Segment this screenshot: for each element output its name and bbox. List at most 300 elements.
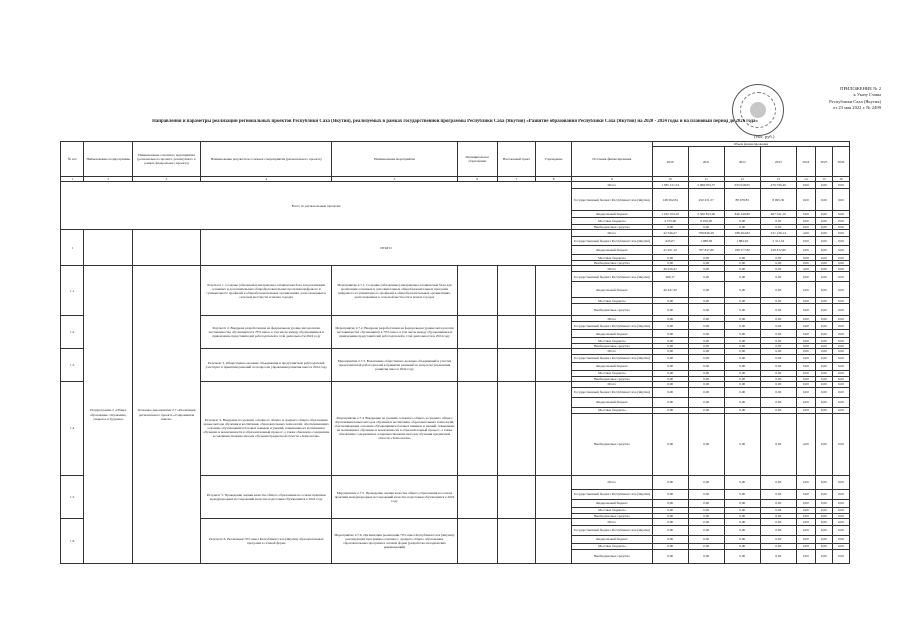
amount-cell: 0,00 <box>815 316 832 322</box>
amount-cell: 0,00 <box>688 354 724 362</box>
amount-cell: 0,00 <box>760 272 796 282</box>
source-label: Внебюджетные средства <box>572 261 653 266</box>
amount-cell: 2 311,34 <box>760 237 796 246</box>
amount-cell: 0,00 <box>724 535 760 543</box>
amount-cell: 0,00 <box>832 282 849 298</box>
source-label: Местные бюджеты <box>572 543 653 549</box>
appendix-line-1: ПРИЛОЖЕНИЕ № 2 <box>840 86 881 91</box>
amount-cell: 0,00 <box>724 261 760 266</box>
amount-cell: 0,00 <box>832 387 849 397</box>
amount-cell: 0,00 <box>796 330 815 338</box>
amount-cell: 0,00 <box>832 549 849 563</box>
source-label: Государственный бюджет Республики Саха (Якутия) <box>572 237 653 246</box>
header-volume: Объем финансирования <box>652 142 849 147</box>
measure-name: Мероприятие 2.7.5. Проведение оценки качества общего образования на основе практики международных исследований качества подготовки обучающихся к 2024 году <box>332 475 457 518</box>
institution-cell <box>536 381 572 475</box>
amount-cell: 0,00 <box>815 354 832 362</box>
municipality-cell <box>457 381 497 475</box>
source-label: Итого <box>572 381 653 387</box>
amount-cell: 0,00 <box>815 489 832 499</box>
column-number: 14 <box>796 177 815 182</box>
header-year: 2026 <box>832 147 849 177</box>
appendix-line-3: Республики Саха (Якутия) <box>829 98 881 104</box>
amount-cell: 0,00 <box>652 535 688 543</box>
amount-cell: 188 464,82 <box>724 230 760 237</box>
amount-cell: 798 846,29 <box>688 230 724 237</box>
header-source: Источник финансирования <box>572 142 653 177</box>
amount-cell: 0,00 <box>724 513 760 518</box>
amount-cell: 0,00 <box>832 225 849 230</box>
amount-cell: 0,00 <box>815 387 832 397</box>
row-number: 1.3 <box>61 349 84 381</box>
amount-cell: 0,00 <box>688 261 724 266</box>
amount-cell: 0,00 <box>796 237 815 246</box>
amount-cell: 0,00 <box>815 370 832 376</box>
amount-cell: 0,00 <box>688 535 724 543</box>
amount-cell: 0,00 <box>760 543 796 549</box>
amount-cell: 0,00 <box>688 316 724 322</box>
measure-name: Мероприятие 2.7.4. Внедрение на уровнях основного общего и среднего общего образования новых методов обучения и воспитания, образовательных технологий, обеспечивающих освоение обучающимися базовых навыков и умений, повышение их мотивации к обучению и вовлеченности в образовательный процесс, а также обновление содержания и совершенствование методов обучения предметной области «Технология» <box>332 381 457 475</box>
amount-cell: 0,00 <box>652 387 688 397</box>
header-n: № п/п <box>61 142 84 177</box>
amount-cell: 0,00 <box>832 246 849 255</box>
amount-cell: 0,00 <box>832 211 849 218</box>
amount-cell: 0,00 <box>688 298 724 304</box>
empty-cell <box>133 230 201 266</box>
column-number: 9 <box>572 177 653 182</box>
amount-cell: 0,00 <box>796 298 815 304</box>
amount-cell: 0,00 <box>832 322 849 330</box>
row-number: 1.2 <box>61 316 84 349</box>
source-label: Местные бюджеты <box>572 298 653 304</box>
source-label: Государственный бюджет Республики Саха (Якутия) <box>572 272 653 282</box>
amount-cell: 0,00 <box>832 376 849 381</box>
amount-cell: 0,00 <box>724 397 760 407</box>
amount-cell: 0,00 <box>724 370 760 376</box>
amount-cell: 0,00 <box>832 316 849 322</box>
amount-cell: 0,00 <box>832 266 849 272</box>
amount-cell: 0,00 <box>815 499 832 507</box>
amount-cell: 0,00 <box>796 225 815 230</box>
header-year: 2022 <box>724 147 760 177</box>
amount-cell: 0,00 <box>652 499 688 507</box>
amount-cell: 0,00 <box>796 513 815 518</box>
amount-cell: 0,00 <box>724 282 760 298</box>
amount-cell: 46 447,30 <box>652 282 688 298</box>
header-year: 2023 <box>760 147 796 177</box>
header-municipality: Муниципальное образование <box>457 142 497 177</box>
amount-cell: 450 431,57 <box>688 189 724 211</box>
source-label: Внебюджетные средства <box>572 225 653 230</box>
amount-cell: 0,00 <box>652 549 688 563</box>
amount-cell: 0,00 <box>760 513 796 518</box>
measure-name: Мероприятие 2.7.3. Вовлечение общественно-деловых объединений и участие представителей работодателей в принятии решений по вопросам управления развития школ к 2024 году <box>332 349 457 381</box>
amount-cell: 0,00 <box>688 513 724 518</box>
appendix-stamp <box>781 86 881 112</box>
source-label: Местные бюджеты <box>572 370 653 376</box>
amount-cell: 0,00 <box>832 189 849 211</box>
amount-cell: 0,00 <box>796 362 815 370</box>
amount-cell: 0,00 <box>815 507 832 513</box>
amount-cell: 0,00 <box>832 182 849 189</box>
settlement-cell <box>497 381 535 475</box>
amount-cell: 1 585 121,54 <box>652 182 688 189</box>
amount-cell: 0,00 <box>652 298 688 304</box>
amount-cell: 0,00 <box>832 237 849 246</box>
column-number: 1 <box>61 177 84 182</box>
amount-cell: 0,00 <box>832 330 849 338</box>
amount-cell: 0,00 <box>760 338 796 344</box>
result-name: Результат 6. Реализация 70% школ Республики Саха (Якутия) образовательных программ в сетевой форме <box>200 518 331 563</box>
amount-cell: 467 541,10 <box>760 211 796 218</box>
amount-cell: 1 432 104,10 <box>652 211 688 218</box>
amount-cell: 0,00 <box>796 525 815 535</box>
source-label: Итого <box>572 230 653 237</box>
amount-cell: 0,00 <box>832 362 849 370</box>
subprogram-name: Подпрограмма 2 «Общее образование. Отражение, открытое в будущее» <box>84 266 133 563</box>
amount-cell: 42 546,27 <box>652 230 688 237</box>
amount-cell: 0,00 <box>815 518 832 525</box>
column-number: 3 <box>133 177 201 182</box>
column-number: 10 <box>652 177 688 182</box>
source-label: Итого <box>572 349 653 354</box>
amount-cell: 0,00 <box>760 282 796 298</box>
amount-cell: 0,00 <box>796 499 815 507</box>
result-name: Результат 1. Созданы (обновлены) материально-техническая база для реализации основных и дополнительных общеобразовательных программ цифрового и гуманитарного профилей в общеобразовательных организациях, расположенных в сельской местности и малых городах <box>200 266 331 316</box>
amount-cell: 0,00 <box>652 255 688 261</box>
source-label: Федеральный бюджет <box>572 246 653 255</box>
source-label: Внебюджетные средства <box>572 344 653 349</box>
municipality-cell <box>457 316 497 349</box>
amount-cell: 0,00 <box>724 225 760 230</box>
amount-cell: 0,00 <box>652 507 688 513</box>
amount-cell: 0,00 <box>832 261 849 266</box>
amount-cell: 0,00 <box>760 499 796 507</box>
amount-cell: 0,00 <box>815 237 832 246</box>
amount-cell: 0,00 <box>688 475 724 489</box>
settlement-cell <box>497 475 535 518</box>
amount-cell: 0,00 <box>760 381 796 387</box>
source-label: Итого <box>572 475 653 489</box>
amount-cell: 0,00 <box>724 499 760 507</box>
amount-cell: 0,00 <box>724 549 760 563</box>
amount-cell: 0,00 <box>796 211 815 218</box>
amount-cell: 0,00 <box>796 518 815 525</box>
header-subprogram: Наименование подпрограммы <box>84 142 133 177</box>
amount-cell: 0,00 <box>796 182 815 189</box>
column-number: 15 <box>815 177 832 182</box>
source-label: Местные бюджеты <box>572 218 653 225</box>
amount-cell: 0,00 <box>760 354 796 362</box>
amount-cell: 4 375,00 <box>652 218 688 225</box>
amount-cell: 469,17 <box>652 272 688 282</box>
amount-cell: 0,00 <box>796 543 815 549</box>
amount-cell: 4,00 <box>796 230 815 237</box>
amount-cell: 46 916,47 <box>652 266 688 272</box>
column-number: 5 <box>332 177 457 182</box>
amount-cell: 0,00 <box>832 354 849 362</box>
amount-cell: 0,00 <box>652 518 688 525</box>
amount-cell: 0,00 <box>760 413 796 475</box>
amount-cell: 0,00 <box>815 255 832 261</box>
amount-cell: 0,00 <box>832 525 849 535</box>
amount-cell: 0,00 <box>724 543 760 549</box>
amount-cell: 0,00 <box>688 349 724 354</box>
amount-cell: 0,00 <box>724 489 760 499</box>
amount-cell: 0,00 <box>688 387 724 397</box>
amount-cell: 0,00 <box>815 322 832 330</box>
amount-cell: 0,00 <box>760 407 796 413</box>
amount-cell: 0,00 <box>688 362 724 370</box>
amount-cell: 0,00 <box>652 261 688 266</box>
source-label: Федеральный бюджет <box>572 282 653 298</box>
amount-cell: 0,00 <box>796 397 815 407</box>
amount-cell: 0,00 <box>796 322 815 330</box>
amount-cell: 0,00 <box>832 255 849 261</box>
amount-cell: 0,00 <box>688 266 724 272</box>
column-number: 12 <box>724 177 760 182</box>
amount-cell: 2 968 953,37 <box>688 182 724 189</box>
institution-cell <box>536 475 572 518</box>
amount-cell: 0,00 <box>652 344 688 349</box>
amount-cell: 0,00 <box>652 349 688 354</box>
amount-cell: 4,00 <box>796 413 815 475</box>
source-label: Федеральный бюджет <box>572 211 653 218</box>
settlement-cell <box>497 316 535 349</box>
amount-cell: 0,00 <box>796 261 815 266</box>
column-number: 4 <box>200 177 331 182</box>
amount-cell: 0,00 <box>724 218 760 225</box>
amount-cell: 0,00 <box>724 316 760 322</box>
financing-table <box>60 141 850 564</box>
amount-cell: 0,00 <box>652 304 688 316</box>
amount-cell: 0,00 <box>652 338 688 344</box>
total-label: ИТОГО <box>200 230 571 266</box>
amount-cell: 0,00 <box>815 218 832 225</box>
measure-name: Мероприятие 2.7.2. Внедрена разработанная на федеральном уровне методология наставничества обучающихся в 70% школ, в том числе между обучающимися и привлечение представителей работодателей к этой деятельности в 2024 году <box>332 316 457 349</box>
amount-cell: 0,00 <box>796 376 815 381</box>
institution-cell <box>536 266 572 316</box>
source-label: Итого <box>572 182 653 189</box>
source-label: Местные бюджеты <box>572 407 653 413</box>
amount-cell: 0,00 <box>760 549 796 563</box>
amount-cell: 797 847,60 <box>688 246 724 255</box>
amount-cell: 0,00 <box>815 344 832 349</box>
amount-cell: 0,00 <box>815 413 832 475</box>
institution-cell <box>536 349 572 381</box>
column-number: 13 <box>760 177 796 182</box>
amount-cell: 0,00 <box>815 182 832 189</box>
amount-cell: 0,00 <box>688 413 724 475</box>
column-number: 16 <box>832 177 849 182</box>
amount-cell: 0,00 <box>815 304 832 316</box>
institution-cell <box>536 518 572 563</box>
amount-cell: 0,00 <box>832 381 849 387</box>
source-label: Внебюджетные средства <box>572 304 653 316</box>
amount-cell: 0,00 <box>832 507 849 513</box>
amount-cell: 0,00 <box>688 518 724 525</box>
amount-cell: 0,00 <box>832 397 849 407</box>
amount-cell: 0,00 <box>832 499 849 507</box>
amount-cell: 0,00 <box>724 518 760 525</box>
header-settlement: Населенный пункт <box>497 142 535 177</box>
amount-cell: 0,00 <box>760 266 796 272</box>
units-label: (тыс. руб.) <box>754 134 775 139</box>
measure-name: Мероприятие 2.7.6. Организация реализации 70% школ Республики Саха (Якутия), реализующих программы основного, среднего общего образования, образовательных программ в сетевой форме (разработка методических рекомендаций) <box>332 518 457 563</box>
amount-cell: 0,00 <box>796 507 815 513</box>
header-year: 2020 <box>652 147 688 177</box>
amount-cell: 0,00 <box>832 489 849 499</box>
amount-cell: 0,00 <box>724 322 760 330</box>
amount-cell: 0,00 <box>832 298 849 304</box>
amount-cell: 0,00 <box>760 255 796 261</box>
amount-cell: 0,00 <box>688 543 724 549</box>
header-measure: Наименование мероприятия <box>332 142 457 177</box>
amount-cell: 0,00 <box>760 298 796 304</box>
amount-cell: 0,00 <box>815 381 832 387</box>
header-institution: Учреждение <box>536 142 572 177</box>
amount-cell: 228 812,90 <box>760 246 796 255</box>
amount-cell: 0,00 <box>796 349 815 354</box>
amount-cell: 8 456,00 <box>688 218 724 225</box>
amount-cell: 8 995,30 <box>760 189 796 211</box>
amount-cell: 0,00 <box>760 330 796 338</box>
amount-cell: 0,00 <box>815 549 832 563</box>
amount-cell: 0,00 <box>724 338 760 344</box>
amount-cell: 0,00 <box>832 344 849 349</box>
amount-cell: 0,00 <box>832 535 849 543</box>
amount-cell: 0,00 <box>815 298 832 304</box>
settlement-cell <box>497 349 535 381</box>
amount-cell: 0,00 <box>796 189 815 211</box>
amount-cell: 0,00 <box>760 225 796 230</box>
amount-cell: 0,00 <box>760 475 796 489</box>
amount-cell: 1 884,92 <box>724 237 760 246</box>
amount-cell: 0,00 <box>796 304 815 316</box>
amount-cell: 0,00 <box>760 304 796 316</box>
source-label: Государственный бюджет Республики Саха (Якутия) <box>572 189 653 211</box>
amount-cell: 0,00 <box>652 475 688 489</box>
amount-cell: 0,00 <box>796 282 815 298</box>
amount-cell: 0,00 <box>688 255 724 261</box>
amount-cell: 0,00 <box>652 354 688 362</box>
amount-cell: 0,00 <box>796 370 815 376</box>
amount-cell: 0,00 <box>688 272 724 282</box>
amount-cell: 0,00 <box>832 518 849 525</box>
source-label: Местные бюджеты <box>572 338 653 344</box>
source-label: Местные бюджеты <box>572 507 653 513</box>
amount-cell: 0,00 <box>815 338 832 344</box>
source-label: Федеральный бюджет <box>572 397 653 407</box>
source-label: Внебюджетные средства <box>572 549 653 563</box>
amount-cell: 0,00 <box>815 376 832 381</box>
amount-cell: 0,00 <box>796 407 815 413</box>
source-label: Местные бюджеты <box>572 255 653 261</box>
amount-cell: 0,00 <box>652 489 688 499</box>
amount-cell: 0,00 <box>832 370 849 376</box>
amount-cell: 0,00 <box>688 397 724 407</box>
amount-cell: 0,00 <box>724 298 760 304</box>
amount-cell: 0,00 <box>796 354 815 362</box>
amount-cell: 0,00 <box>724 381 760 387</box>
amount-cell: 0,00 <box>724 255 760 261</box>
amount-cell: 0,00 <box>724 525 760 535</box>
source-label: Итого <box>572 266 653 272</box>
amount-cell: 0,00 <box>688 344 724 349</box>
header-year: 2025 <box>815 147 832 177</box>
amount-cell: 0,00 <box>815 272 832 282</box>
amount-cell: 0,00 <box>832 413 849 475</box>
amount-cell: 846 349,80 <box>724 211 760 218</box>
source-label: Государственный бюджет Республики Саха (Якутия) <box>572 354 653 362</box>
amount-cell: 0,00 <box>652 381 688 387</box>
municipality-cell <box>457 475 497 518</box>
appendix-line-4: от 23 мая 2022 г. № 2499 <box>832 105 881 111</box>
amount-cell: 0,00 <box>796 272 815 282</box>
municipality-cell <box>457 518 497 563</box>
source-label: Государственный бюджет Республики Саха (Якутия) <box>572 525 653 535</box>
amount-cell: 625,07 <box>652 237 688 246</box>
amount-cell: 0,00 <box>724 362 760 370</box>
row-number: 1.1 <box>61 266 84 316</box>
amount-cell: 0,00 <box>832 304 849 316</box>
amount-cell: 0,00 <box>815 266 832 272</box>
amount-cell: 0,00 <box>760 525 796 535</box>
source-label: Внебюджетные средства <box>572 376 653 381</box>
amount-cell: 0,00 <box>815 513 832 518</box>
amount-cell: 0,00 <box>760 218 796 225</box>
amount-cell: 0,00 <box>688 381 724 387</box>
source-label: Федеральный бюджет <box>572 499 653 507</box>
amount-cell: 1 988,06 <box>688 237 724 246</box>
amount-cell: 0,00 <box>652 513 688 518</box>
amount-cell: 0,00 <box>832 543 849 549</box>
amount-cell: 0,00 <box>688 338 724 344</box>
amount-cell: 0,00 <box>815 282 832 298</box>
amount-cell: 0,00 <box>688 370 724 376</box>
amount-cell: 0,00 <box>796 316 815 322</box>
amount-cell: 0,00 <box>815 211 832 218</box>
row-number: 1.4 <box>61 381 84 475</box>
measure-name: Мероприятие 2.7.1. Создание (обновление) материально-технической базы для реализации основных и дополнительных общеобразовательных программ цифрового и гуманитарного профилей в общеобразовательных организациях, расположенных в сельской местности и малых городах <box>332 266 457 316</box>
amount-cell: 0,00 <box>815 543 832 549</box>
header-year: 2024 <box>796 147 815 177</box>
amount-cell: 0,00 <box>796 489 815 499</box>
source-label: Федеральный бюджет <box>572 535 653 543</box>
amount-cell: 0,00 <box>796 535 815 543</box>
amount-cell: 476 536,40 <box>760 182 796 189</box>
row-number: 1 <box>61 230 84 266</box>
total-all-label: Всего по региональным проектам <box>61 182 572 230</box>
amount-cell: 0,00 <box>796 475 815 489</box>
source-label: Внебюджетные средства <box>572 413 653 475</box>
amount-cell: 0,00 <box>688 499 724 507</box>
municipality-cell <box>457 349 497 381</box>
amount-cell: 0,00 <box>815 230 832 237</box>
amount-cell: 0,00 <box>760 261 796 266</box>
amount-cell: 0,00 <box>815 535 832 543</box>
amount-cell: 0,00 <box>832 513 849 518</box>
amount-cell: 0,00 <box>796 381 815 387</box>
event-name: Основное мероприятие 2.7 «Реализация регионального проекта «Современная школа» <box>133 266 201 563</box>
amount-cell: 0,00 <box>760 316 796 322</box>
amount-cell: 0,00 <box>724 387 760 397</box>
amount-cell: 0,00 <box>688 225 724 230</box>
settlement-cell <box>497 266 535 316</box>
source-label: Федеральный бюджет <box>572 362 653 370</box>
source-label: Государственный бюджет Республики Саха (Якутия) <box>572 322 653 330</box>
settlement-cell <box>497 518 535 563</box>
